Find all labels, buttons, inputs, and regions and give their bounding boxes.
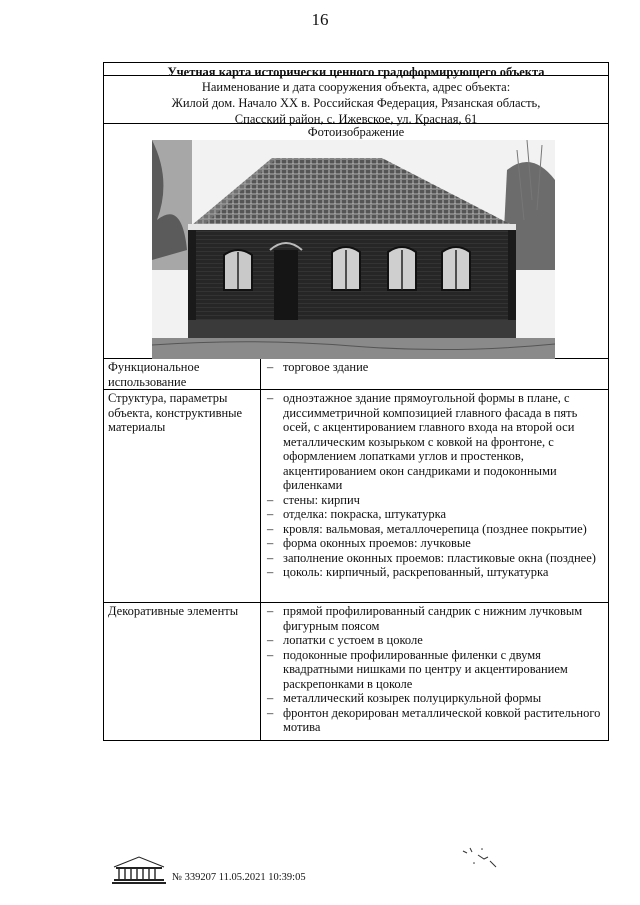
- photo-label: Фотоизображение: [307, 125, 405, 139]
- roof-eave: [188, 224, 516, 230]
- name-line: Спасский район, с. Ижевское, ул. Красная, 61: [234, 112, 478, 126]
- window: [224, 250, 252, 290]
- row2-divider: [104, 602, 608, 603]
- page-number: 16: [311, 10, 329, 29]
- signature-mark: [458, 843, 508, 873]
- window: [442, 247, 470, 290]
- building-photo: [152, 140, 555, 359]
- row-label: Структура, параметры объекта, конструктивные материалы: [108, 391, 243, 434]
- list-item: – лопатки с устоем в цоколе: [267, 633, 423, 647]
- list-item: – форма оконных проемов: лучковые: [267, 536, 471, 550]
- list-item: – прямой профилированный сандрик с нижним лучковым фигурным поясом: [267, 604, 583, 633]
- record-card: [103, 62, 609, 741]
- row-label: Функциональное использование: [108, 360, 200, 389]
- name-line: Жилой дом. Начало XX в. Российская Федерация, Рязанская область,: [171, 96, 541, 110]
- list-item: – стены: кирпич: [267, 492, 360, 507]
- row-items: [264, 360, 604, 375]
- list-item: – отделка: покраска, штукатурка: [267, 507, 447, 521]
- window: [332, 247, 360, 290]
- footer: [100, 855, 520, 895]
- government-building-logo: [110, 855, 168, 885]
- plinth: [188, 320, 516, 338]
- list-item: – фронтон декорирован металлической ковкой растительного мотива: [267, 705, 601, 734]
- object-name-block: [108, 79, 604, 127]
- list-item: – заполнение оконных проемов: пластиковые окна (позднее): [267, 550, 596, 565]
- name-line: Наименование и дата сооружения объекта, адрес объекта:: [201, 80, 511, 94]
- list-item: – цоколь: кирпичный, раскрепованный, штукатурка: [267, 565, 549, 579]
- window: [388, 247, 416, 290]
- list-item: – кровля: вальмовая, металлочерепица (позднее покрытие): [267, 521, 587, 536]
- list-item: – металлический козырек полуциркульной формы: [267, 691, 542, 705]
- column-divider: [260, 358, 261, 740]
- row1-divider: [104, 389, 608, 390]
- row-label: Декоративные элементы: [108, 604, 239, 618]
- list-item: – подоконные профилированные филенки с двумя квадратными нишками по центру и акцентированием раскрепонками в цоколе: [267, 647, 568, 691]
- row-items: [264, 391, 604, 580]
- entrance-door: [274, 250, 298, 330]
- row-items: [264, 604, 604, 735]
- list-item: – одноэтажное здание прямоугольной формы в плане, с диссимметричной композицией главного фасада в пять осей, с акцентированием главного входа на второй оси металлическим козырьком с ковкой на фронтоне, с оформлением лопатками углов и простенков, акцентированием окон сандриками и подоконными филенками: [267, 391, 578, 492]
- list-item: – торговое здание: [267, 360, 369, 374]
- document-number: № 339207 11.05.2021 10:39:05: [172, 872, 306, 883]
- card-title: Учетная карта исторически ценного градоформирующего объекта: [167, 65, 545, 79]
